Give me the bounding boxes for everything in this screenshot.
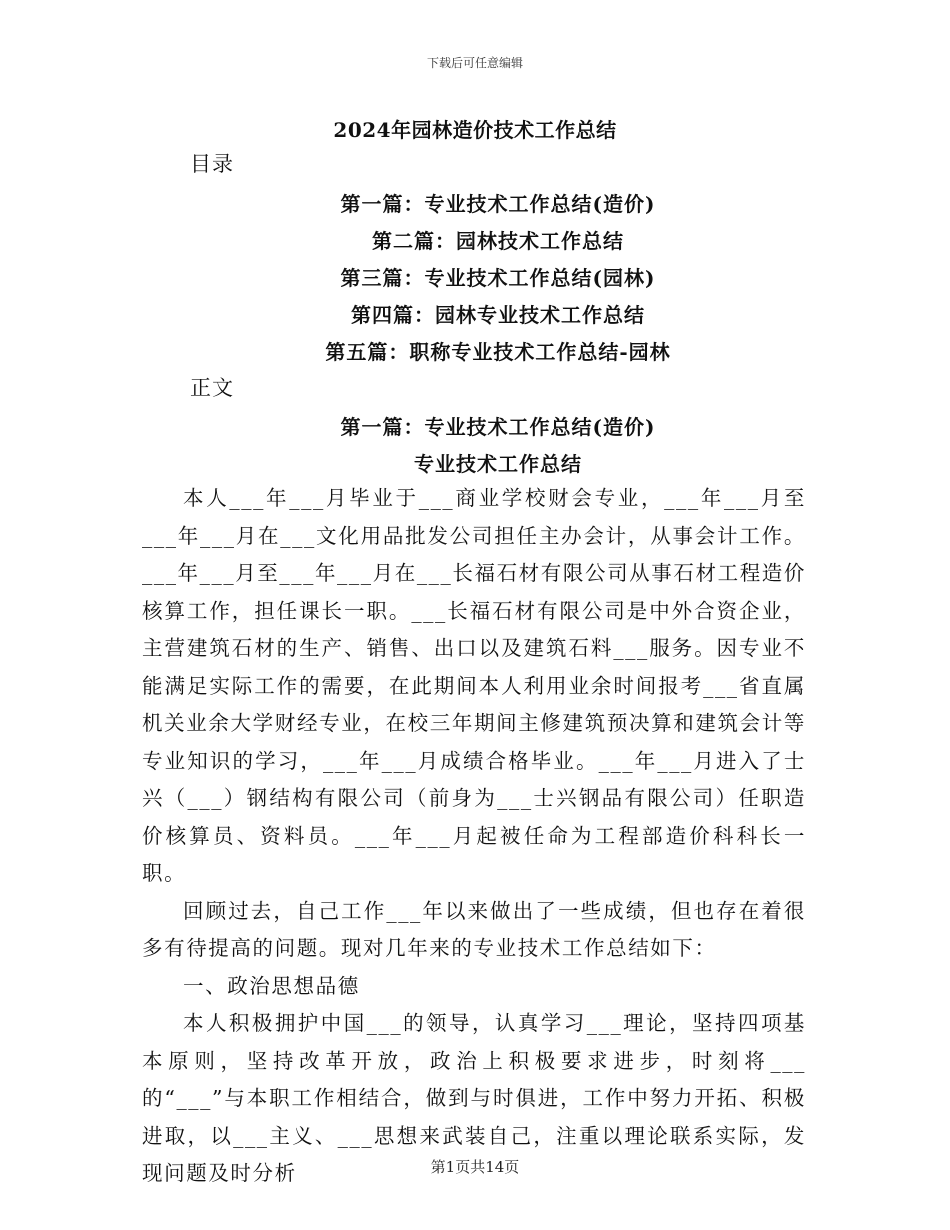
body-text [142, 480, 806, 1193]
chapter-title: 第一篇：专业技术工作总结(造价) [340, 415, 656, 439]
toc-item-5: 第五篇：职称专业技术工作总结-园林 [325, 340, 671, 364]
document-title: 2024年园林造价技术工作总结 [333, 118, 617, 142]
toc-item-4: 第四篇：园林专业技术工作总结 [351, 303, 645, 327]
body-label: 正文 [190, 376, 234, 400]
paragraph-intro: 本人___年___月毕业于___商业学校财会专业，___年___月至___年___月在___文化用品批发公司担任主办会计，从事会计工作。___年___月至___年___月在___长福石材有限公司从事石材工程造价核算工作，担任课长一职。___长福石材有限公司是中外合资企业，主营建筑石材的生产、销售、出口以及建筑石料___服务。因专业不能满足实际工作的需要，在此期间本人利用业余时间报考___省直属机关业余大学财经专业，在校三年期间主修建筑预决算和建筑会计等专业知识的学习，___年___月成绩合格毕业。___年___月进入了士兴（___）钢结构有限公司（前身为___士兴钢品有限公司）任职造价核算员、资料员。___年___月起被任命为工程部造价科科长一职。 [142, 486, 806, 885]
toc-item-3: 第三篇：专业技术工作总结(园林) [340, 266, 656, 290]
toc-label: 目录 [190, 152, 234, 176]
header-note: 下载后可任意编辑 [426, 56, 523, 70]
page-number: 第1页共14页 [430, 1158, 520, 1176]
toc-item-1: 第一篇：专业技术工作总结(造价) [340, 192, 656, 216]
toc-item-2: 第二篇：园林技术工作总结 [372, 229, 624, 253]
section-heading-politics: 一、政治思想品德 [183, 973, 360, 998]
paragraph-politics: 本人积极拥护中国___的领导，认真学习___理论，坚持四项基本原则，坚持改革开放，政治上积极要求进步，时刻将___的“___”与本职工作相结合，做到与时俱进，工作中努力开拓、积极进取，以___主义、___思想来武装自己，注重以理论联系实际，发现问题及时分析 [142, 1011, 806, 1185]
paragraph-review: 回顾过去，自己工作___年以来做出了一些成绩，但也存在着很多有待提高的问题。现对几年来的专业技术工作总结如下： [142, 898, 806, 960]
section-title: 专业技术工作总结 [414, 452, 582, 476]
